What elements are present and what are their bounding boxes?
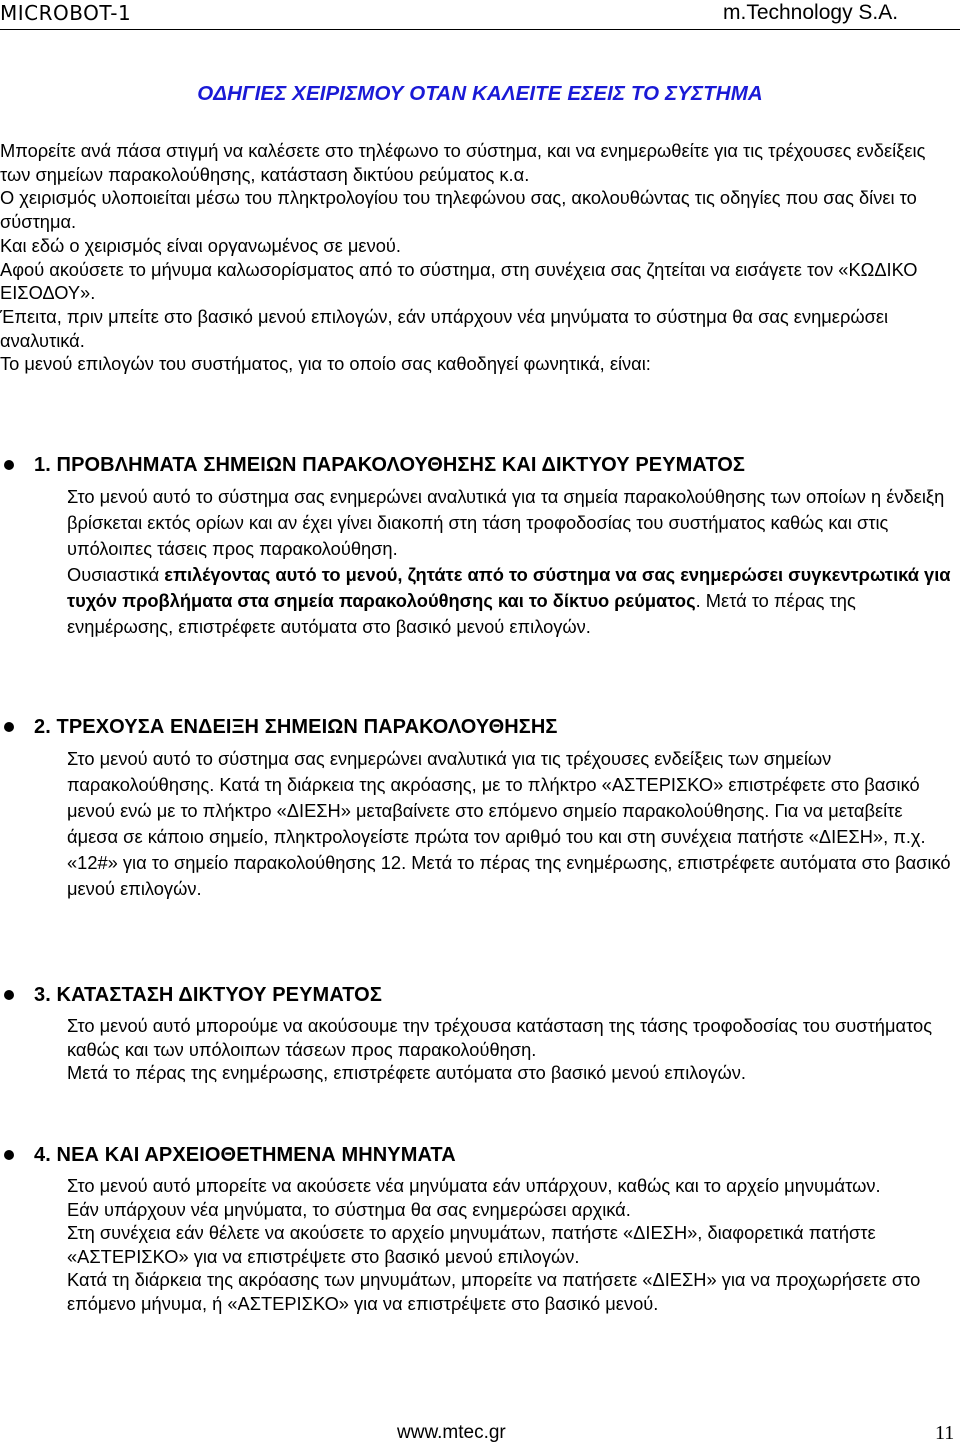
bullet-icon	[4, 722, 14, 732]
page-title: ΟΔΗΓΙΕΣ ΧΕΙΡΙΣΜΟΥ ΟΤΑΝ ΚΑΛΕΙΤΕ ΕΣΕΙΣ ΤΟ ΣΥΣΤΗΜΑ	[197, 82, 763, 105]
intro-paragraph: Ο χειρισμός υλοποιείται μέσω του πληκτρολογίου του τηλεφώνου σας, ακολουθώντας τις οδηγίες που σας δίνει το σύστημα.	[0, 187, 917, 233]
section-paragraph: Εάν υπάρχουν νέα μηνύματα, το σύστημα θα σας ενημερώσει αρχικά.	[67, 1198, 631, 1220]
intro-paragraph: Έπειτα, πριν μπείτε στο βασικό μενού επιλογών, εάν υπάρχουν νέα μηνύματα το σύστημα θα σας ενημερώσει αναλυτικά.	[0, 305, 889, 351]
section-paragraph: Κατά τη διάρκεια της ακρόασης των μηνυμάτων, μπορείτε να πατήσετε «ΔΙΕΣΗ» για να προχωρήσετε στο επόμενο μήνυμα, ή «ΑΣΤΕΡΙΣΚΟ» για να επιστρέψετε στο βασικό μενού.	[67, 1269, 921, 1314]
section-body	[67, 1174, 957, 1316]
section-paragraph: Στο μενού αυτό το σύστημα σας ενημερώνει αναλυτικά για τις τρέχουσες ενδείξεις των σημείων παρακολούθησης. Κατά τη διάρκεια της ακρόασης, με το πλήκτρο «ΑΣΤΕΡΙΣΚΟ» επιστρέφετε στο βασικό μενού ενώ με το πλήκτρο «ΔΙΕΣΗ» μεταβαίνετε στο επόμενο σημείο παρακολούθησης. Για να μεταβείτε άμεσα σε κάποιο σημείο, πληκτρολογείστε πρώτα τον αριθμό του και στη συνέχεια πατήστε «ΔΙΕΣΗ», π.χ. «12#» για το σημείο παρακολούθησης 12. Μετά το πέρας της ενημέρωσης, επιστρέφετε αυτόματα στο βασικό μενού επιλογών.	[67, 748, 951, 899]
section-paragraph	[67, 562, 957, 640]
section-title: 3. ΚΑΤΑΣΤΑΣΗ ΔΙΚΤΥΟΥ ΡΕΥΜΑΤΟΣ	[34, 984, 382, 1006]
menu-section-1	[0, 452, 960, 640]
section-paragraph: Στο μενού αυτό το σύστημα σας ενημερώνει αναλυτικά για τα σημεία παρακολούθησης των οποίων η ένδειξη βρίσκεται εκτός ορίων και αν έχει γίνει διακοπή στη τάση τροφοδοσίας του συστήματος καθώς και στις υπόλοιπες τάσεις προς παρακολούθηση.	[67, 486, 945, 559]
section-heading	[0, 714, 960, 740]
section-paragraph: Στη συνέχεια εάν θέλετε να ακούσετε το αρχείο μηνυμάτων, πατήστε «ΔΙΕΣΗ», διαφορετικά πατήστε «ΑΣΤΕΡΙΣΚΟ» για να επιστρέψετε στο βασικό μενού επιλογών.	[67, 1222, 876, 1267]
intro-paragraph: Αφού ακούσετε το μήνυμα καλωσορίσματος από το σύστημα, στη συνέχεια σας ζητείται να εισάγετε τον «ΚΩΔΙΚΟ ΕΙΣΟΔΟΥ».	[0, 258, 918, 304]
section-paragraph: Στο μενού αυτό μπορείτε να ακούσετε νέα μηνύματα εάν υπάρχουν, καθώς και το αρχείο μηνυμάτων.	[67, 1175, 881, 1196]
section-paragraph: Μετά το πέρας της ενημέρωσης, επιστρέφετε αυτόματα στο βασικό μενού επιλογών.	[67, 1062, 746, 1084]
intro-paragraph: Μπορείτε ανά πάσα στιγμή να καλέσετε στο τηλέφωνο το σύστημα, και να ενημερωθείτε για τις τρέχουσες ενδείξεις των σημείων παρακολούθησης, κατάσταση δικτύου ρεύματος κ.α.	[0, 140, 926, 185]
section-heading	[0, 982, 960, 1008]
header-divider	[0, 29, 960, 30]
section-heading	[0, 452, 960, 478]
section-paragraph: Στο μενού αυτό μπορούμε να ακούσουμε την τρέχουσα κατάσταση της τάσης τροφοδοσίας του συστήματος καθώς και των υπόλοιπων τάσεων προς παρακολούθηση.	[67, 1015, 933, 1060]
page-number: 11	[935, 1422, 955, 1444]
paragraph-text: Ουσιαστικά	[67, 564, 165, 585]
paragraph-bold-text: επιλέγοντας αυτό το μενού, ζητάτε από το σύστημα να σας ενημερώσει συγκεντρωτικά για τυχόν προβλήματα στα σημεία παρακολούθησης και το δίκτυο ρεύματος	[67, 564, 951, 611]
section-title: 1. ΠΡΟΒΛΗΜΑΤΑ ΣΗΜΕΙΩΝ ΠΑΡΑΚΟΛΟΥΘΗΣΗΣ ΚΑΙ ΔΙΚΤΥΟΥ ΡΕΥΜΑΤΟΣ	[34, 454, 746, 476]
section-body	[67, 1014, 957, 1085]
bullet-icon	[4, 990, 14, 1000]
section-body	[67, 746, 957, 902]
page-header	[0, 0, 960, 28]
section-heading	[0, 1142, 960, 1168]
header-company-name: m.Technology S.A.	[723, 1, 899, 24]
menu-section-4	[0, 1142, 960, 1316]
section-body	[67, 484, 957, 640]
section-title: 2. ΤΡΕΧΟΥΣΑ ΕΝΔΕΙΞΗ ΣΗΜΕΙΩΝ ΠΑΡΑΚΟΛΟΥΘΗΣΗΣ	[34, 716, 558, 738]
section-title: 4. ΝΕΑ ΚΑΙ ΑΡΧΕΙΟΘΕΤΗΜΕΝΑ ΜΗΝΥΜΑΤΑ	[34, 1144, 456, 1166]
intro-paragraph: Και εδώ ο χειρισμός είναι οργανωμένος σε μενού.	[0, 234, 401, 256]
bullet-icon	[4, 460, 14, 470]
bullet-icon	[4, 1150, 14, 1160]
intro-text	[0, 139, 955, 376]
paragraph-text: . Μετά το πέρας της ενημέρωσης, επιστρέφετε αυτόματα στο βασικό μενού επιλογών.	[67, 590, 856, 637]
footer-website: www.mtec.gr	[397, 1422, 506, 1443]
intro-paragraph: Το μενού επιλογών του συστήματος, για το οποίο σας καθοδηγεί φωνητικά, είναι:	[0, 353, 651, 375]
menu-section-2	[0, 714, 960, 902]
menu-section-3	[0, 982, 960, 1085]
header-product-name: MICROBOT-1	[0, 1, 132, 25]
